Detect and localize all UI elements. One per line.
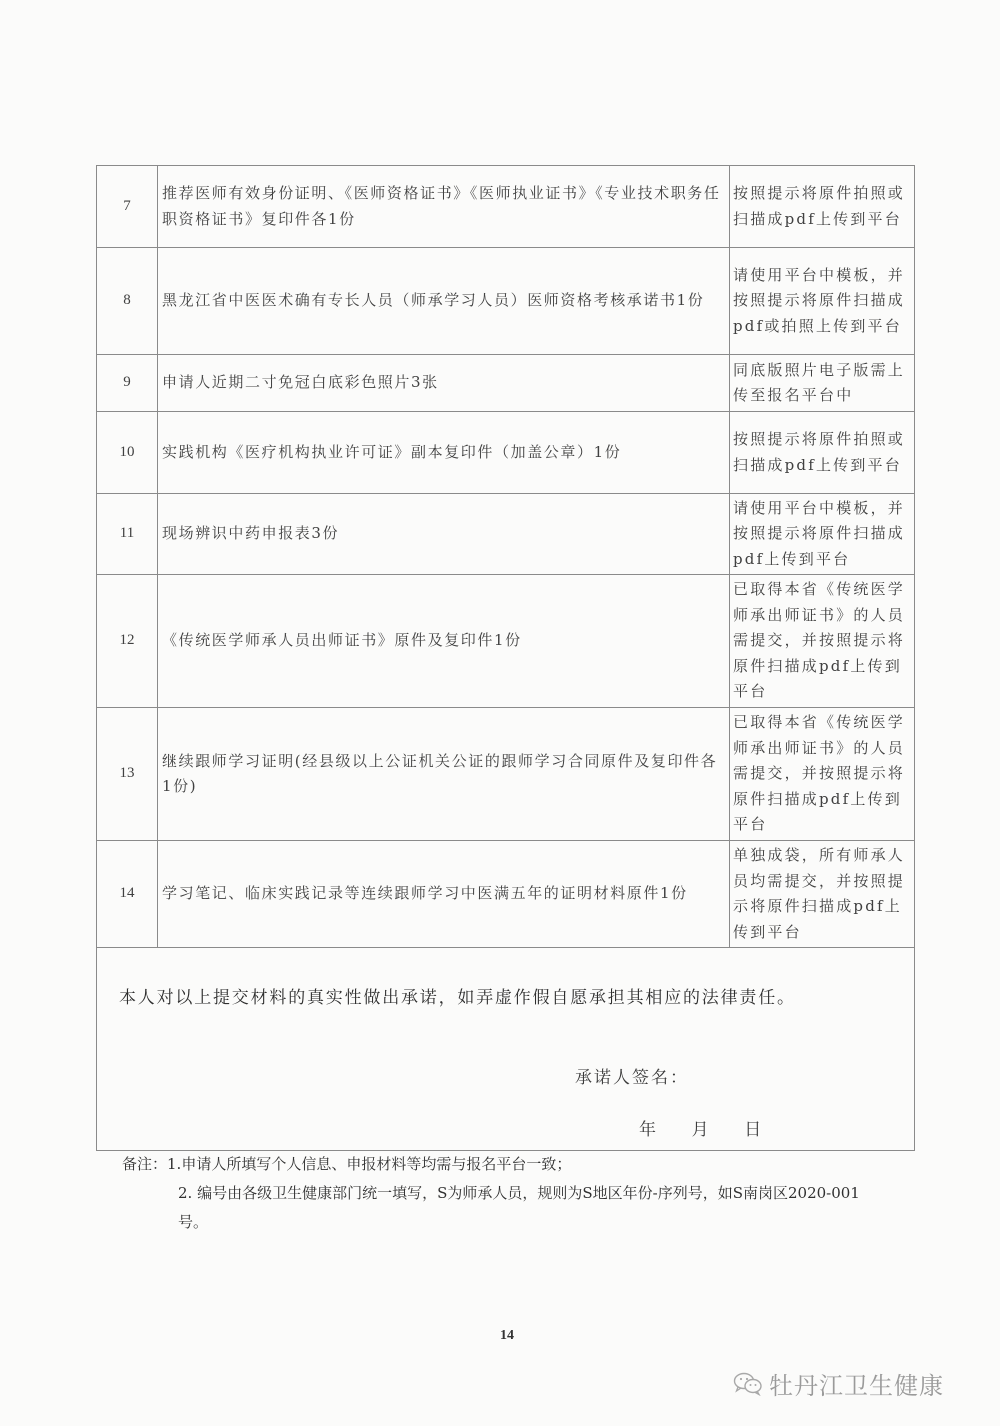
row-note: 按照提示将原件拍照或扫描成pdf上传到平台 (730, 412, 915, 494)
remarks (122, 1150, 888, 1237)
signature-label: 承诺人签名： (575, 1068, 689, 1088)
row-number: 14 (97, 841, 158, 948)
row-item: 黑龙江省中医医术确有专长人员（师承学习人员）医师资格考核承诺书1份 (158, 248, 730, 355)
row-item: 现场辨识中药申报表3份 (158, 494, 730, 575)
table-row (97, 166, 915, 248)
watermark-text: 牡丹江卫生健康 (769, 1372, 944, 1400)
declaration-cell (97, 948, 915, 1151)
row-number: 7 (97, 166, 158, 248)
row-item: 《传统医学师承人员出师证书》原件及复印件1份 (158, 575, 730, 708)
table-row (97, 412, 915, 494)
watermark (733, 1366, 944, 1401)
remark-line-1 (122, 1150, 888, 1179)
declaration-statement: 本人对以上提交材料的真实性做出承诺，如弄虚作假自愿承担其相应的法律责任。 (119, 988, 796, 1008)
row-note: 单独成袋，所有师承人员均需提交，并按照提示将原件扫描成pdf上传到平台 (730, 841, 915, 948)
row-note: 已取得本省《传统医学师承出师证书》的人员需提交，并按照提示将原件扫描成pdf上传到平台 (730, 708, 915, 841)
date-day: 日 (744, 1120, 763, 1140)
table-row (97, 248, 915, 355)
wechat-icon (733, 1372, 763, 1396)
row-number: 13 (97, 708, 158, 841)
row-item: 实践机构《医疗机构执业许可证》副本复印件（加盖公章）1份 (158, 412, 730, 494)
table-row (97, 575, 915, 708)
row-note: 已取得本省《传统医学师承出师证书》的人员需提交，并按照提示将原件扫描成pdf上传到平台 (730, 575, 915, 708)
row-number: 11 (97, 494, 158, 575)
date-year: 年 (639, 1120, 658, 1140)
row-item: 推荐医师有效身份证明、《医师资格证书》《医师执业证书》《专业技术职务任职资格证书》复印件各1份 (158, 166, 730, 248)
row-note: 请使用平台中模板，并按照提示将原件扫描成pdf或拍照上传到平台 (730, 248, 915, 355)
table-row (97, 841, 915, 948)
remark-line-2 (122, 1179, 888, 1237)
table-row (97, 708, 915, 841)
materials-table (96, 165, 915, 1151)
table-row (97, 494, 915, 575)
row-note: 请使用平台中模板，并按照提示将原件扫描成pdf上传到平台 (730, 494, 915, 575)
date-line (639, 1118, 763, 1144)
declaration-row (97, 948, 915, 1151)
row-number: 8 (97, 248, 158, 355)
row-number: 12 (97, 575, 158, 708)
row-item: 继续跟师学习证明(经县级以上公证机关公证的跟师学习合同原件及复印件各1份) (158, 708, 730, 841)
row-number: 9 (97, 355, 158, 412)
date-month: 月 (691, 1120, 711, 1140)
row-note: 按照提示将原件拍照或扫描成pdf上传到平台 (730, 166, 915, 248)
row-note: 同底版照片电子版需上传至报名平台中 (730, 355, 915, 412)
remark-item: 1.申请人所填写个人信息、申报材料等均需与报名平台一致； (167, 1155, 572, 1173)
page-number: 14 (500, 1328, 514, 1343)
row-item: 申请人近期二寸免冠白底彩色照片3张 (158, 355, 730, 412)
row-number: 10 (97, 412, 158, 494)
remark-prefix: 备注： (122, 1155, 168, 1173)
table-row (97, 355, 915, 412)
row-item: 学习笔记、临床实践记录等连续跟师学习中医满五年的证明材料原件1份 (158, 841, 730, 948)
remark-item: 2. 编号由各级卫生健康部门统一填写，S为师承人员，规则为S地区年份-序列号，如S南岗区2020-001号。 (178, 1184, 860, 1231)
